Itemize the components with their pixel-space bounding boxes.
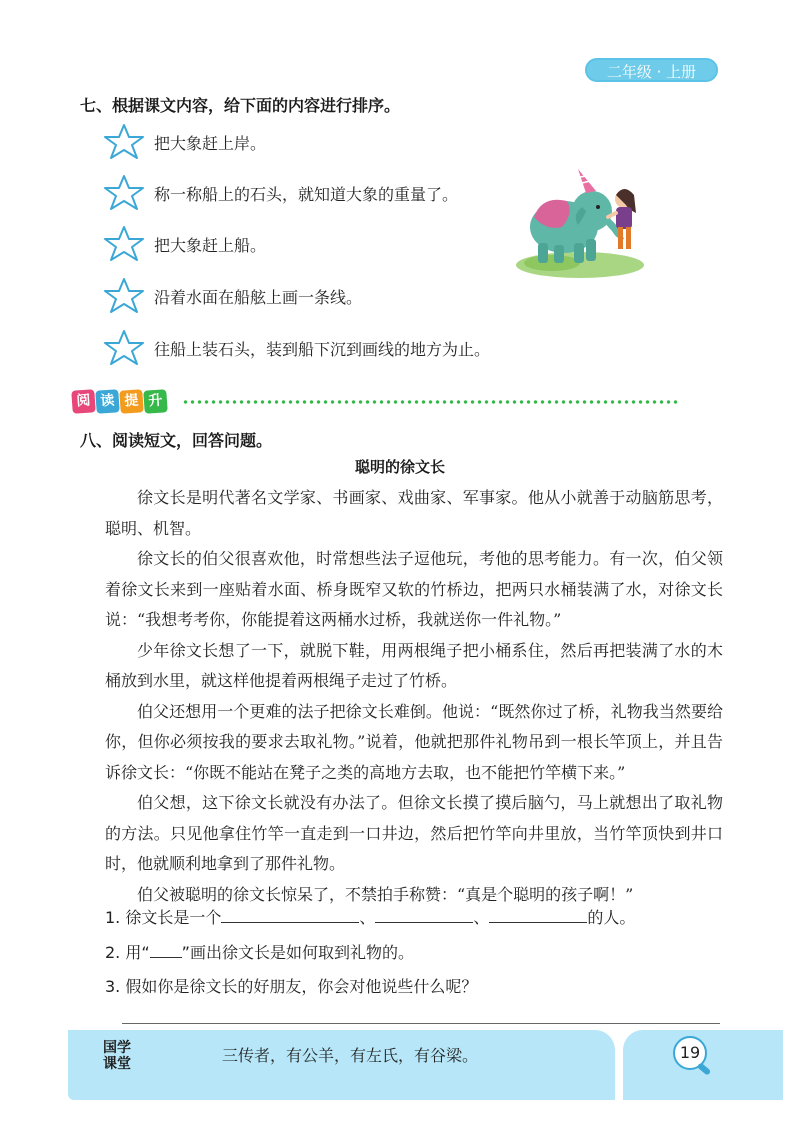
underline-sample: [150, 941, 182, 958]
article-body: [105, 483, 723, 910]
article-paragraph: 徐文长是明代著名文学家、书画家、戏曲家、军事家。他从小就善于动脑筋思考，聪明、机智。: [105, 488, 723, 538]
sort-item-5: [100, 328, 490, 368]
section-7-title: 七、根据课文内容，给下面的内容进行排序。: [80, 96, 401, 115]
sort-item-1: [100, 122, 266, 162]
sort-item-text: 称一称船上的石头，就知道大象的重量了。: [154, 184, 459, 204]
star-icon[interactable]: [100, 224, 148, 264]
page-number: 19: [673, 1036, 707, 1070]
article-paragraph: 徐文长的伯父很喜欢他，时常想些法子逗他玩，考他的思考能力。有一次，伯父领着徐文长来到一座贴着水面、桥身既窄又软的竹桥边，把两只水桶装满了水，对徐文长说：“我想考考你，你能提着这两桶水过桥，我就送你一件礼物。”: [105, 549, 723, 629]
banner-char: 升: [143, 389, 168, 414]
sort-item-text: 沿着水面在船舷上画一条线。: [154, 287, 363, 307]
star-icon[interactable]: [100, 276, 148, 316]
answer-blank[interactable]: [375, 906, 473, 923]
question-3: 3. 假如你是徐文长的好朋友，你会对他说些什么呢？: [105, 977, 478, 996]
question-1-prefix: 1. 徐文长是一个: [105, 908, 222, 927]
star-icon[interactable]: [100, 173, 148, 213]
question-1: [105, 905, 635, 928]
answer-blank[interactable]: [489, 906, 587, 923]
answer-blank[interactable]: [221, 906, 359, 923]
sort-item-text: 往船上装石头，装到船下沉到画线的地方为止。: [154, 339, 491, 359]
dotted-divider: [182, 398, 678, 406]
question-2: [105, 940, 414, 963]
question-1-suffix: 的人。: [587, 908, 636, 927]
question-2-suffix: ”画出徐文长是如何取到礼物的。: [181, 943, 414, 962]
guoxue-label: [103, 1040, 133, 1072]
article-paragraph: 伯父想，这下徐文长就没有办法了。但徐文长摸了摸后脑勺，马上就想出了取礼物的方法。只见他拿住竹竿一直走到一口井边，然后把竹竿向井里放，当竹竿顶快到井口时，他就顺利地拿到了那件礼物。: [105, 793, 723, 873]
sort-item-3: [100, 224, 266, 264]
guoxue-label-line: 国学: [103, 1040, 131, 1056]
guoxue-label-line: 课堂: [103, 1056, 131, 1072]
sort-item-4: [100, 276, 362, 316]
question-1-sep: 、: [473, 908, 490, 927]
footer-quote: 三传者，有公羊，有左氏，有谷梁。: [222, 1046, 479, 1065]
section-8-title: 八、阅读短文，回答问题。: [80, 431, 273, 450]
grade-badge: 二年级 · 上册: [585, 58, 718, 82]
article-paragraph: 少年徐文长想了一下，就脱下鞋，用两根绳子把小桶系住，然后再把装满了水的木桶放到水里，就这样他提着两根绳子走过了竹桥。: [105, 640, 723, 690]
sort-item-text: 把大象赶上船。: [154, 235, 267, 255]
sort-item-text: 把大象赶上岸。: [154, 133, 267, 153]
banner-char: 阅: [71, 389, 96, 414]
article-paragraph: 伯父被聪明的徐文长惊呆了，不禁拍手称赞：“真是个聪明的孩子啊！”: [137, 884, 634, 904]
answer-line[interactable]: [122, 1023, 720, 1024]
article-paragraph: 伯父还想用一个更难的法子把徐文长难倒。他说：“既然你过了桥，礼物我当然要给你，但你必须按我的要求去取礼物。”说着，他就把那件礼物吊到一根长竿顶上，并且告诉徐文长：“你既不能站在凳子之类的高地方去取，也不能把竹竿横下来。”: [105, 701, 723, 782]
banner-char: 读: [95, 389, 120, 414]
reading-banner: [72, 390, 168, 413]
star-icon[interactable]: [100, 328, 148, 368]
article-title: 聪明的徐文长: [354, 458, 445, 476]
question-2-prefix: 2. 用“: [105, 943, 150, 962]
question-1-sep: 、: [359, 908, 376, 927]
elephant-girl-illustration: [512, 165, 652, 280]
sort-item-2: [100, 173, 458, 213]
star-icon[interactable]: [100, 122, 148, 162]
banner-char: 提: [119, 389, 144, 414]
